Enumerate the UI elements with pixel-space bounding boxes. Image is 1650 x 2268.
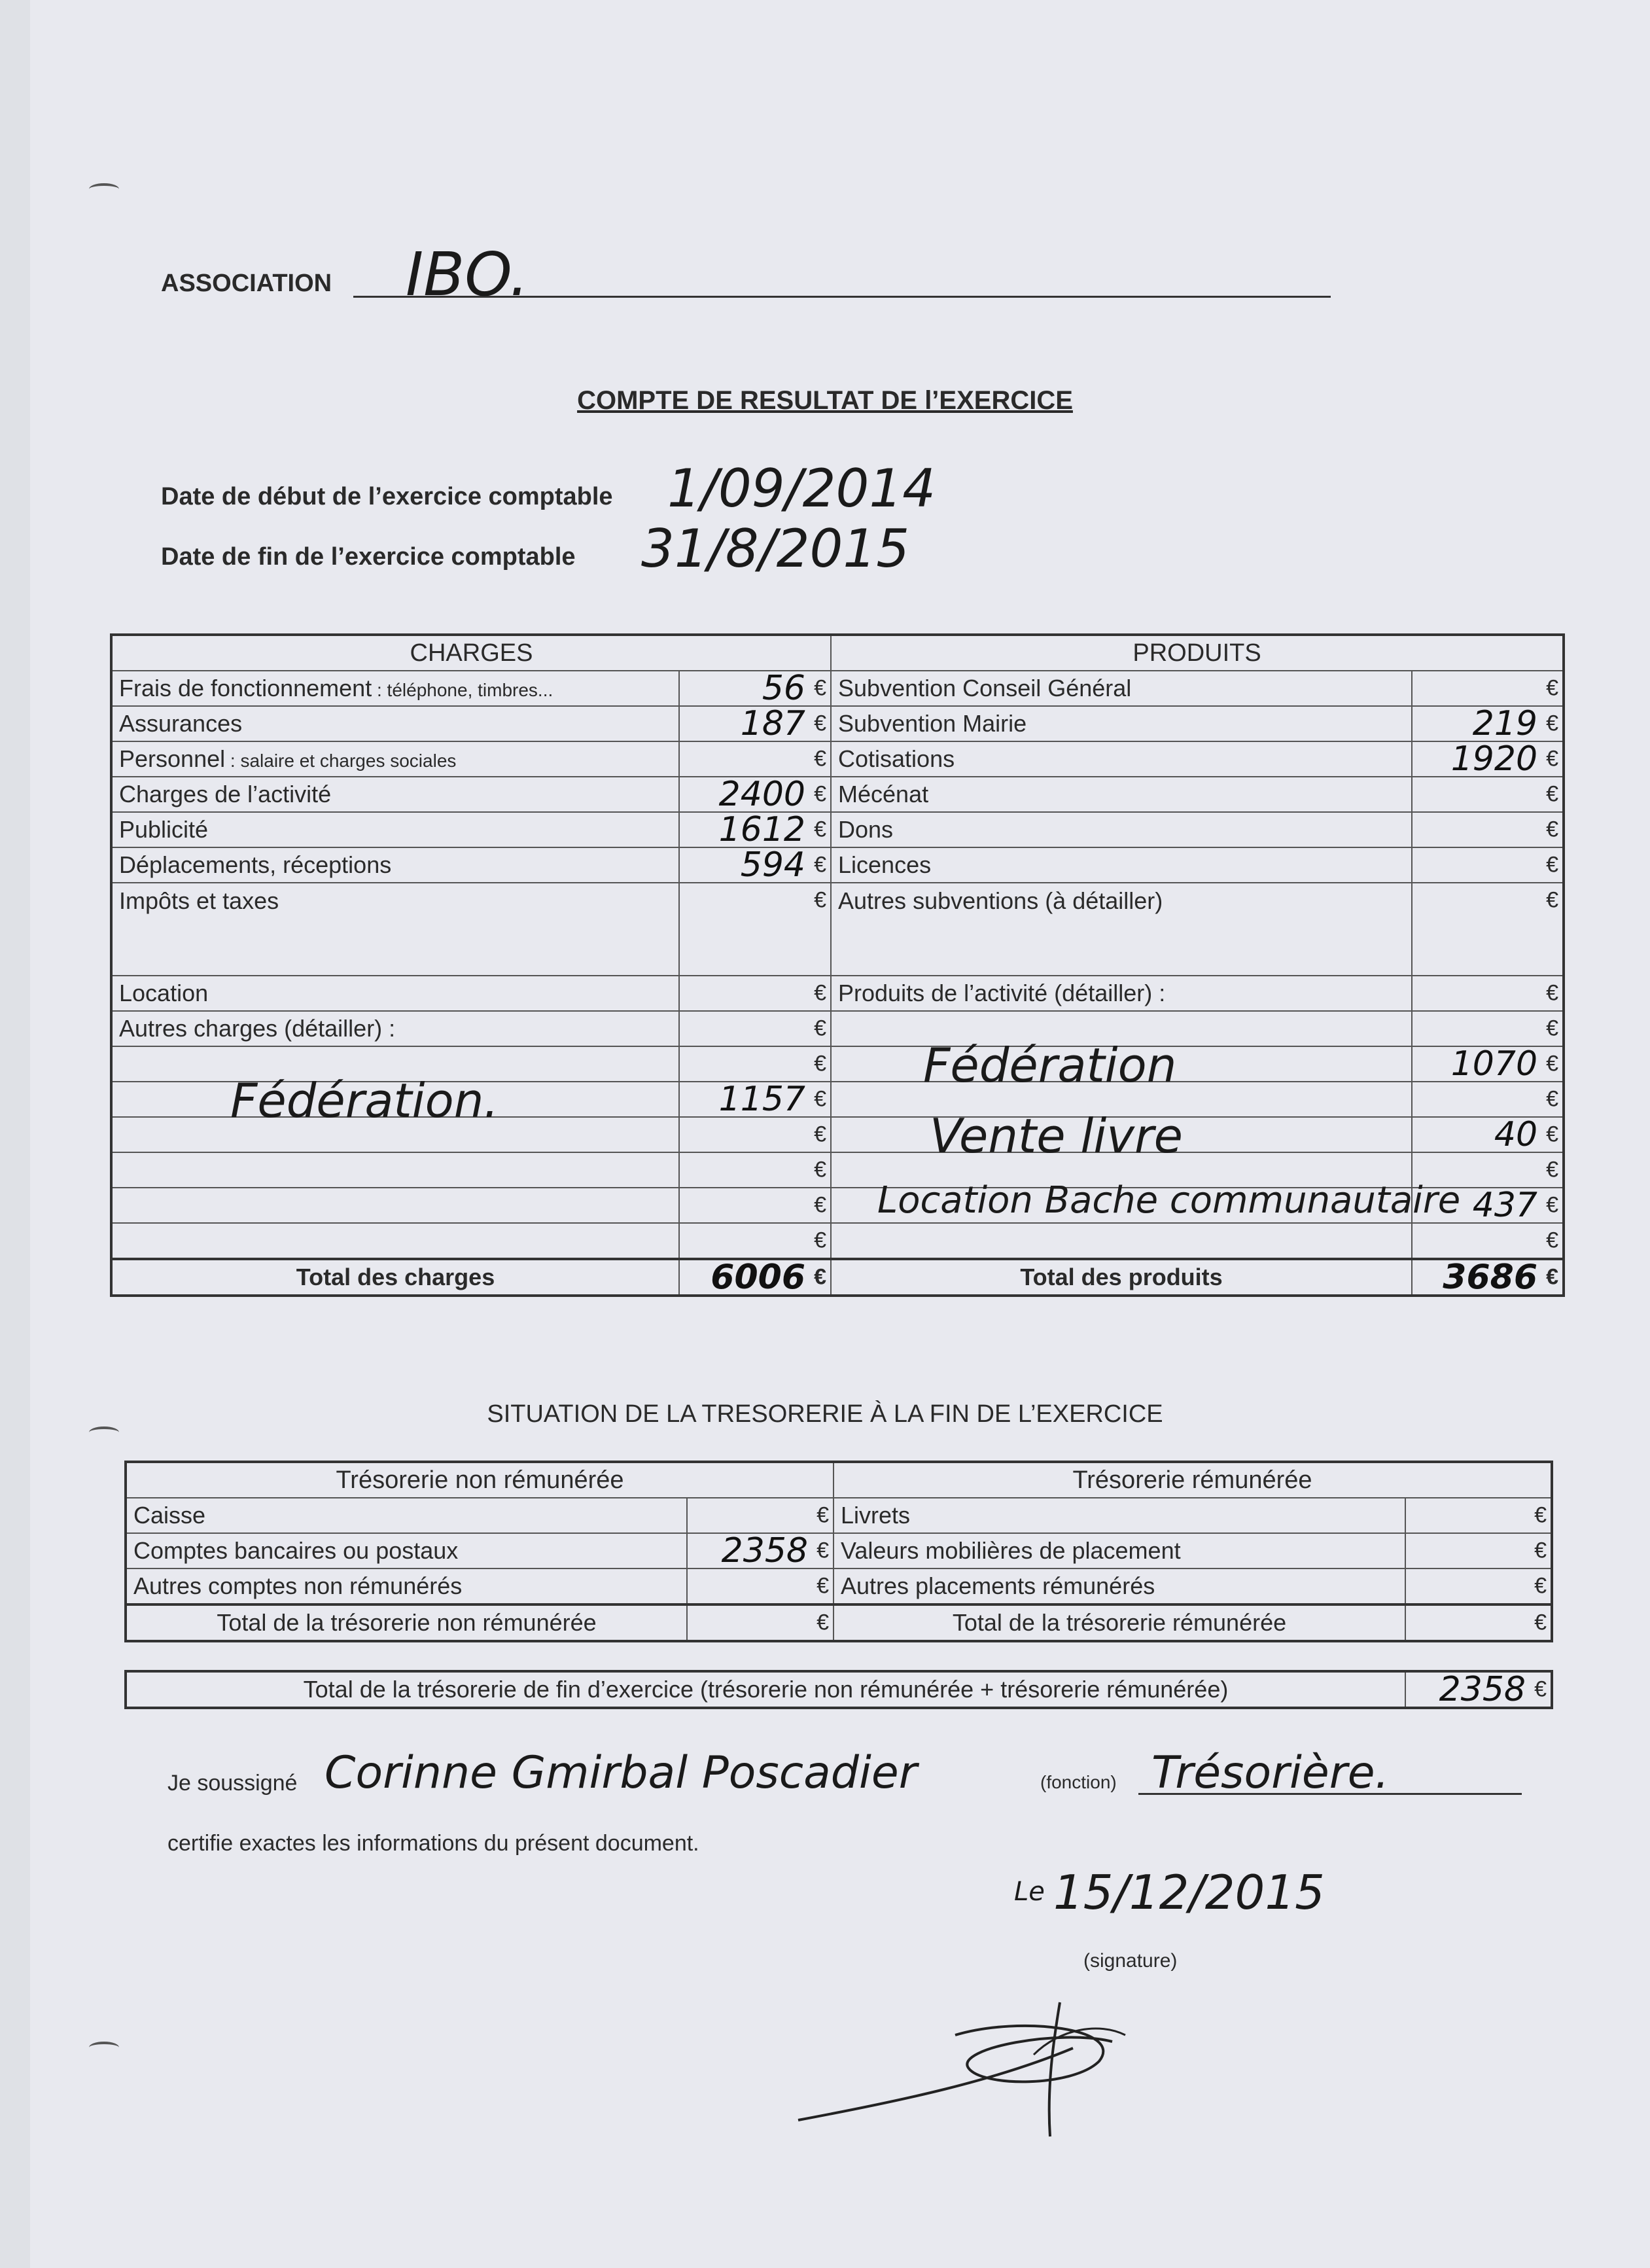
charge-amount: € bbox=[679, 741, 831, 777]
produit-amount: € bbox=[1412, 1082, 1564, 1117]
treasury-left-amount: € bbox=[687, 1568, 834, 1604]
signature-date: 15/12/2015 bbox=[1053, 1865, 1325, 1920]
charge-amount: € bbox=[679, 883, 831, 976]
table-row bbox=[111, 1082, 1564, 1117]
function-value: Trésorière. bbox=[1151, 1747, 1390, 1799]
produit-amount: € bbox=[1412, 1223, 1564, 1259]
charge-detail bbox=[111, 1188, 679, 1223]
charge-amount: € bbox=[679, 1011, 831, 1046]
produit-amount: € bbox=[1412, 777, 1564, 812]
produit-amount: 437 € bbox=[1412, 1188, 1564, 1223]
charge-detail bbox=[111, 1223, 679, 1259]
table-row bbox=[111, 1011, 1564, 1046]
grand-total-amount: 2358 € bbox=[1405, 1671, 1552, 1708]
start-date-label: Date de début de l’exercice comptable bbox=[161, 483, 613, 510]
punch-hole-mark bbox=[89, 183, 119, 195]
treasury-left-label: Autres comptes non rémunérés bbox=[126, 1568, 687, 1604]
association-name: IBO. bbox=[406, 239, 529, 310]
table-row bbox=[126, 1671, 1552, 1708]
totals-row bbox=[111, 1259, 1564, 1296]
table-row bbox=[111, 777, 1564, 812]
produit-amount: € bbox=[1412, 812, 1564, 847]
produit-label: Subvention Mairie bbox=[831, 706, 1412, 741]
produit-detail: Location Bache communautaire bbox=[831, 1188, 1412, 1223]
treasury-left-total-amount: € bbox=[687, 1604, 834, 1641]
grand-total-label: Total de la trésorerie de fin d’exercice (trésorerie non rémunérée + trésorerie rémunérée) bbox=[126, 1671, 1405, 1708]
charge-amount: 2400 € bbox=[679, 777, 831, 812]
produit-amount: € bbox=[1412, 1152, 1564, 1188]
charge-label: Déplacements, réceptions bbox=[111, 847, 679, 883]
table-row bbox=[111, 1188, 1564, 1223]
charge-amount: € bbox=[679, 1188, 831, 1223]
produits-header: PRODUITS bbox=[831, 635, 1564, 671]
treasury-right-amount: € bbox=[1405, 1498, 1552, 1533]
charge-amount: 187 € bbox=[679, 706, 831, 741]
punch-hole-mark bbox=[89, 2042, 119, 2053]
charge-detail: Fédération. bbox=[111, 1082, 679, 1117]
charge-amount: € bbox=[679, 976, 831, 1011]
table-row bbox=[111, 741, 1564, 777]
charge-label: Frais de fonctionnement : téléphone, timbres... bbox=[111, 671, 679, 706]
charge-label: Charges de l’activité bbox=[111, 777, 679, 812]
charge-amount: 1157 € bbox=[679, 1082, 831, 1117]
produit-amount: € bbox=[1412, 847, 1564, 883]
produit-detail: Fédération bbox=[831, 1046, 1412, 1082]
start-date-value: 1/09/2014 bbox=[667, 458, 936, 519]
treasury-grand-total bbox=[124, 1670, 1553, 1709]
scan-edge bbox=[0, 0, 30, 2268]
treasury-left-header: Trésorerie non rémunérée bbox=[126, 1462, 834, 1498]
produit-label: Mécénat bbox=[831, 777, 1412, 812]
charge-amount: € bbox=[679, 1223, 831, 1259]
produit-label: Cotisations bbox=[831, 741, 1412, 777]
function-label: (fonction) bbox=[1040, 1772, 1117, 1792]
charges-header: CHARGES bbox=[111, 635, 831, 671]
treasury-left-amount: € bbox=[687, 1498, 834, 1533]
table-row bbox=[126, 1498, 1552, 1533]
treasury-right-amount: € bbox=[1405, 1533, 1552, 1568]
charge-amount: 56 € bbox=[679, 671, 831, 706]
treasury-right-total-label: Total de la trésorerie rémunérée bbox=[834, 1604, 1405, 1641]
certify-text: certifie exactes les informations du présent document. bbox=[167, 1831, 699, 1856]
produit-amount: € bbox=[1412, 671, 1564, 706]
table-row bbox=[111, 1223, 1564, 1259]
signature-label: (signature) bbox=[1083, 1950, 1178, 1972]
produit-amount: € bbox=[1412, 1011, 1564, 1046]
produit-amount: € bbox=[1412, 976, 1564, 1011]
table-row bbox=[111, 883, 1564, 976]
treasury-right-label: Autres placements rémunérés bbox=[834, 1568, 1405, 1604]
produit-amount: € bbox=[1412, 883, 1564, 976]
total-charges-amount: 6006 € bbox=[679, 1259, 831, 1296]
charge-amount: 594 € bbox=[679, 847, 831, 883]
treasury-left-total-label: Total de la trésorerie non rémunérée bbox=[126, 1604, 687, 1641]
signature-drawing bbox=[785, 1989, 1151, 2146]
table-row bbox=[111, 812, 1564, 847]
total-produits-amount: 3686 € bbox=[1412, 1259, 1564, 1296]
charge-amount: 1612 € bbox=[679, 812, 831, 847]
signatory-name: Corinne Gmirbal Poscadier bbox=[325, 1747, 917, 1799]
charge-label: Autres charges (détailler) : bbox=[111, 1011, 679, 1046]
produit-amount: 40 € bbox=[1412, 1117, 1564, 1152]
total-produits-label: Total des produits bbox=[831, 1259, 1412, 1296]
table-row bbox=[111, 706, 1564, 741]
treasury-left-label: Comptes bancaires ou postaux bbox=[126, 1533, 687, 1568]
end-date-label: Date de fin de l’exercice comptable bbox=[161, 543, 576, 571]
produit-label: Autres subventions (à détailler) bbox=[831, 883, 1412, 976]
produit-label: Subvention Conseil Général bbox=[831, 671, 1412, 706]
treasury-right-label: Livrets bbox=[834, 1498, 1405, 1533]
date-prefix: Le bbox=[1014, 1877, 1045, 1907]
table-row bbox=[126, 1568, 1552, 1604]
produit-label: Produits de l’activité (détailler) : bbox=[831, 976, 1412, 1011]
attestation-prefix: Je soussigné bbox=[167, 1771, 298, 1796]
function-underline bbox=[1138, 1793, 1522, 1795]
produit-label: Dons bbox=[831, 812, 1412, 847]
charge-amount: € bbox=[679, 1152, 831, 1188]
charge-label: Assurances bbox=[111, 706, 679, 741]
charge-amount: € bbox=[679, 1117, 831, 1152]
treasury-right-amount: € bbox=[1405, 1568, 1552, 1604]
table-row bbox=[126, 1533, 1552, 1568]
produit-detail: Vente livre bbox=[831, 1117, 1412, 1152]
treasury-right-label: Valeurs mobilières de placement bbox=[834, 1533, 1405, 1568]
produit-detail bbox=[831, 1223, 1412, 1259]
produit-amount: 1920 € bbox=[1412, 741, 1564, 777]
treasury-left-label: Caisse bbox=[126, 1498, 687, 1533]
association-label: ASSOCIATION bbox=[161, 270, 332, 297]
end-date-value: 31/8/2015 bbox=[641, 518, 910, 579]
table-row bbox=[111, 671, 1564, 706]
income-statement-table bbox=[110, 633, 1565, 1297]
treasury-table bbox=[124, 1461, 1553, 1642]
table-row bbox=[111, 976, 1564, 1011]
charge-label: Location bbox=[111, 976, 679, 1011]
table-row bbox=[111, 847, 1564, 883]
produit-amount: 219 € bbox=[1412, 706, 1564, 741]
charge-amount: € bbox=[679, 1046, 831, 1082]
treasury-left-amount: 2358 € bbox=[687, 1533, 834, 1568]
page-title: COMPTE DE RESULTAT DE l’EXERCICE bbox=[577, 386, 1073, 415]
charge-detail bbox=[111, 1152, 679, 1188]
charge-label: Publicité bbox=[111, 812, 679, 847]
produit-amount: 1070 € bbox=[1412, 1046, 1564, 1082]
charge-label: Impôts et taxes bbox=[111, 883, 679, 976]
treasury-right-header: Trésorerie rémunérée bbox=[834, 1462, 1552, 1498]
treasury-title: SITUATION DE LA TRESORERIE À LA FIN DE L’EXERCICE bbox=[487, 1400, 1163, 1428]
totals-row bbox=[126, 1604, 1552, 1641]
produit-label: Licences bbox=[831, 847, 1412, 883]
charge-label: Personnel : salaire et charges sociales bbox=[111, 741, 679, 777]
treasury-right-total-amount: € bbox=[1405, 1604, 1552, 1641]
total-charges-label: Total des charges bbox=[111, 1259, 679, 1296]
